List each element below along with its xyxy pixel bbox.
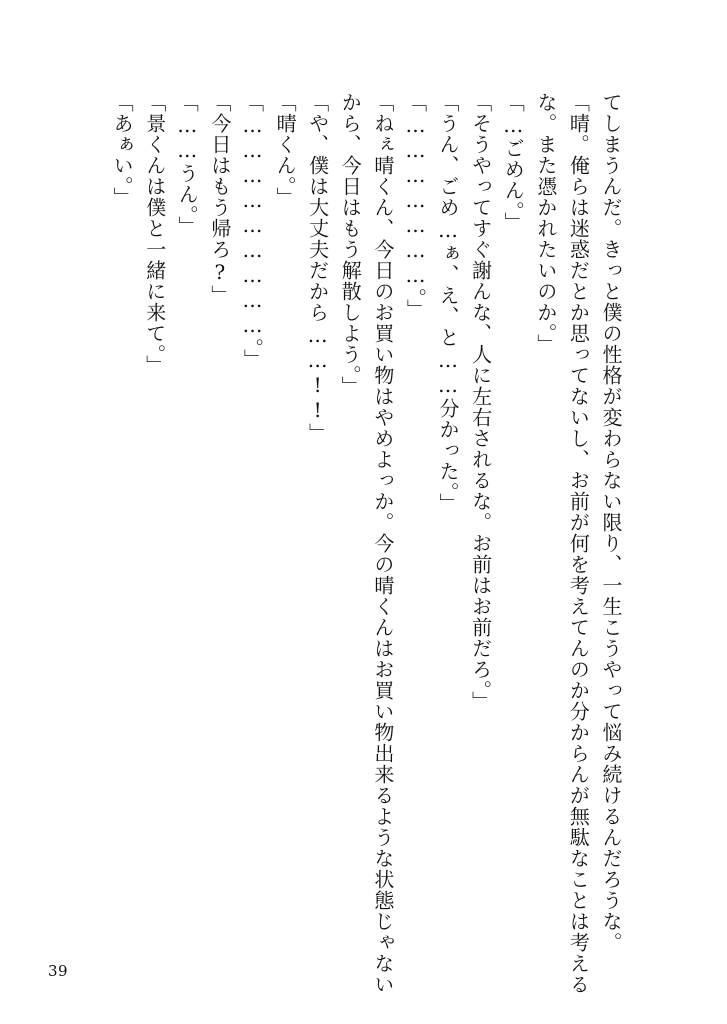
text-line: 「うん、ごめ…ぁ、え、と……分かった。」 [436, 92, 461, 514]
text-line: 「ねぇ晴くん、今日のお買い物はやめよっか。今の晴くんはお買い物出来るような状態じゃない [370, 92, 395, 995]
text-line: 「今日はもう帰ろ?」 [207, 92, 232, 306]
text-line: 「景くんは僕と一緒に来て。」 [142, 92, 167, 376]
text-line: な。また憑かれたいのか。」 [533, 92, 558, 355]
text-line: 「や、僕は大丈夫だから……!!」 [305, 92, 330, 444]
text-line: 「…………………。」 [403, 92, 428, 320]
text-line: 「晴くん。」 [273, 92, 298, 208]
vertical-text-body [106, 92, 628, 995]
text-line: 「晴。俺らは迷惑だとか思ってないし、お前が何を考えてんのか分からんが無駄なことは考える [566, 92, 591, 995]
text-line: 「あぁい。」 [110, 92, 135, 208]
text-line: てしまうんだ。きっと僕の性格が変わらない限り、一生こうやって悩み続けるんだろうな。 [599, 92, 623, 953]
page-number: 39 [48, 962, 69, 980]
text-line: 「……うん。」 [175, 92, 200, 237]
text-line: 「………………………。」 [240, 92, 265, 370]
text-line: 「…ごめん。」 [501, 92, 526, 233]
text-line: 「そうやってすぐ謝んな、人に左右されるな。お前はお前だろ。」 [468, 92, 493, 712]
text-line: から、今日はもう解散しよう。」 [338, 92, 363, 397]
